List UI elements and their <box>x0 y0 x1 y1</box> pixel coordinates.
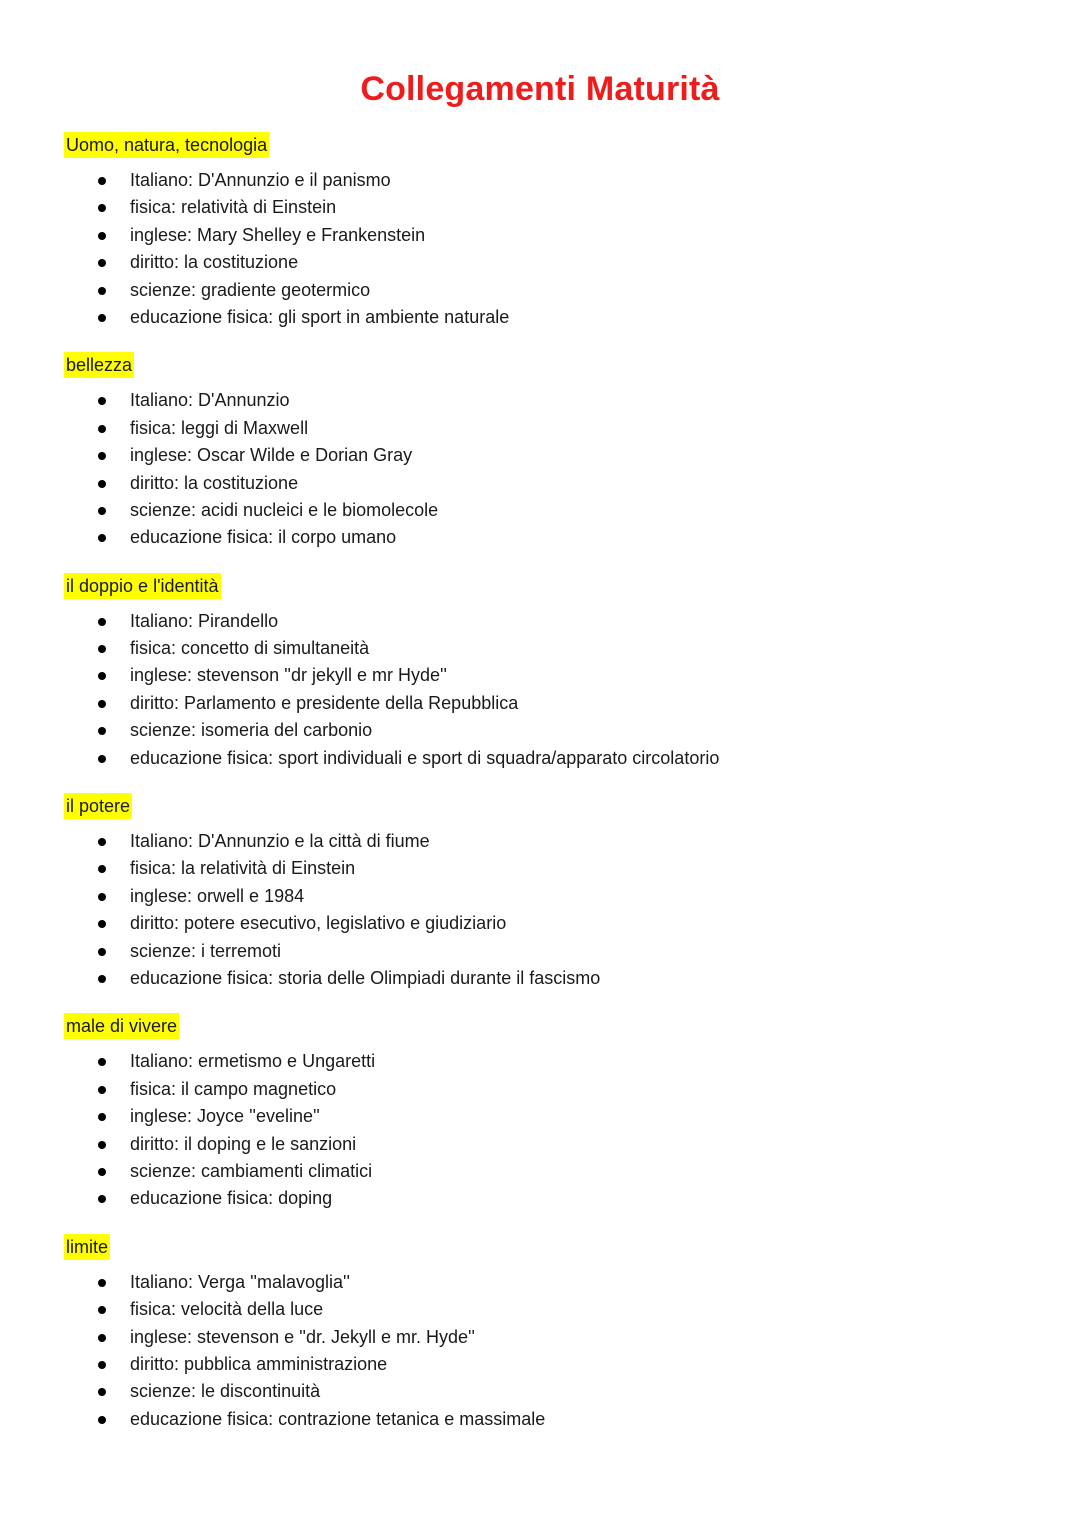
bullet-icon <box>98 975 106 983</box>
bullet-icon <box>98 1195 106 1203</box>
bullet-icon <box>98 865 106 873</box>
list-item-text: fisica: leggi di Maxwell <box>130 417 309 438</box>
bullet-icon <box>98 1306 106 1314</box>
list-item-text: fisica: la relatività di Einstein <box>130 858 356 879</box>
list-item-text: diritto: Parlamento e presidente della Repubblica <box>130 692 519 713</box>
list-item-text: educazione fisica: sport individuali e sport di squadra/apparato circolatorio <box>130 747 720 768</box>
list-item-text: educazione fisica: storia delle Olimpiadi durante il fascismo <box>130 967 601 988</box>
bullet-icon <box>98 920 106 928</box>
section-il-doppio-e-identita <box>64 573 1024 772</box>
bullet-icon <box>98 893 106 901</box>
bullet-icon <box>98 480 106 488</box>
list-item-text: inglese: stevenson ''dr jekyll e mr Hyde'' <box>130 665 447 686</box>
list-item-text: diritto: il doping e le sanzioni <box>130 1133 357 1154</box>
list-item <box>64 1158 1024 1185</box>
list-item <box>64 965 1024 992</box>
bullet-icon <box>98 1113 106 1121</box>
list-item-text: scienze: le discontinuità <box>130 1381 321 1402</box>
list-item-text: Italiano: Verga ''malavoglia'' <box>130 1271 350 1292</box>
bullet-icon <box>98 397 106 405</box>
bullet-icon <box>98 645 106 653</box>
list-item-text: diritto: potere esecutivo, legislativo e giudiziario <box>130 913 507 934</box>
bullet-icon <box>98 425 106 433</box>
bullet-icon <box>98 1279 106 1287</box>
list-item <box>64 167 1024 194</box>
bullet-icon <box>98 314 106 322</box>
list-item <box>64 1406 1024 1433</box>
section-list <box>64 1048 1024 1212</box>
section-list <box>64 828 1024 992</box>
list-item <box>64 524 1024 551</box>
list-item <box>64 662 1024 689</box>
list-item-text: fisica: relatività di Einstein <box>130 197 337 218</box>
list-item <box>64 1048 1024 1075</box>
list-item <box>64 938 1024 965</box>
section-heading: bellezza <box>64 352 134 378</box>
bullet-icon <box>98 1416 106 1424</box>
section-list <box>64 608 1024 772</box>
list-item-text: inglese: Mary Shelley e Frankenstein <box>130 224 426 245</box>
list-item-text: educazione fisica: doping <box>130 1188 333 1209</box>
list-item-text: fisica: il campo magnetico <box>130 1078 337 1099</box>
list-item <box>64 1351 1024 1378</box>
bullet-icon <box>98 204 106 212</box>
list-item <box>64 194 1024 221</box>
list-item <box>64 415 1024 442</box>
section-male-di-vivere <box>64 1013 1024 1212</box>
list-item <box>64 1103 1024 1130</box>
list-item-text: fisica: concetto di simultaneità <box>130 638 370 659</box>
bullet-icon <box>98 1141 106 1149</box>
list-item-text: Italiano: Pirandello <box>130 610 279 631</box>
list-item-text: scienze: acidi nucleici e le biomolecole <box>130 499 439 520</box>
list-item <box>64 222 1024 249</box>
section-list <box>64 167 1024 331</box>
list-item <box>64 883 1024 910</box>
list-item-text: scienze: gradiente geotermico <box>130 279 371 300</box>
section-bellezza <box>64 352 1024 551</box>
bullet-icon <box>98 259 106 267</box>
list-item-text: inglese: orwell e 1984 <box>130 885 305 906</box>
list-item-text: Italiano: ermetismo e Ungaretti <box>130 1051 376 1072</box>
list-item-text: scienze: cambiamenti climatici <box>130 1160 373 1181</box>
list-item <box>64 249 1024 276</box>
list-item-text: Italiano: D'Annunzio e il panismo <box>130 170 391 190</box>
section-heading: il doppio e l'identità <box>64 573 221 599</box>
list-item <box>64 745 1024 772</box>
list-item-text: inglese: Oscar Wilde e Dorian Gray <box>130 445 413 466</box>
list-item-text: inglese: stevenson e ''dr. Jekyll e mr. Hyde'' <box>130 1326 475 1347</box>
list-item <box>64 1076 1024 1103</box>
bullet-icon <box>98 287 106 295</box>
section-limite <box>64 1234 1024 1433</box>
list-item-text: diritto: pubblica amministrazione <box>130 1353 388 1374</box>
list-item <box>64 717 1024 744</box>
list-item-text: fisica: velocità della luce <box>130 1299 324 1320</box>
list-item <box>64 1269 1024 1296</box>
list-item <box>64 855 1024 882</box>
section-heading: male di vivere <box>64 1013 179 1039</box>
bullet-icon <box>98 177 106 185</box>
bullet-icon <box>98 452 106 460</box>
page-title: Collegamenti Maturità <box>360 70 720 108</box>
list-item-text: educazione fisica: contrazione tetanica e massimale <box>130 1408 546 1429</box>
bullet-icon <box>98 700 106 708</box>
list-item <box>64 304 1024 331</box>
list-item-text: inglese: Joyce ''eveline'' <box>130 1106 320 1127</box>
list-item <box>64 1296 1024 1323</box>
section-list <box>64 1269 1024 1433</box>
section-heading: limite <box>64 1234 110 1260</box>
list-item <box>64 1324 1024 1351</box>
list-item-text: Italiano: D'Annunzio e la città di fiume <box>130 831 430 852</box>
bullet-icon <box>98 838 106 846</box>
bullet-icon <box>98 507 106 515</box>
sections-container <box>64 132 1024 1454</box>
list-item <box>64 1131 1024 1158</box>
section-heading: Uomo, natura, tecnologia <box>64 132 269 158</box>
bullet-icon <box>98 948 106 956</box>
list-item <box>64 442 1024 469</box>
list-item <box>64 470 1024 497</box>
bullet-icon <box>98 534 106 542</box>
list-item <box>64 828 1024 855</box>
bullet-icon <box>98 727 106 735</box>
bullet-icon <box>98 1086 106 1094</box>
bullet-icon <box>98 1361 106 1369</box>
section-uomo-natura-tecnologia <box>64 132 1024 331</box>
bullet-icon <box>98 1168 106 1176</box>
section-heading: il potere <box>64 793 132 819</box>
bullet-icon <box>98 1058 106 1066</box>
list-item-text: Italiano: D'Annunzio <box>130 390 290 411</box>
list-item-text: scienze: isomeria del carbonio <box>130 720 373 741</box>
section-il-potere <box>64 793 1024 992</box>
bullet-icon <box>98 232 106 240</box>
bullet-icon <box>98 1334 106 1342</box>
bullet-icon <box>98 1388 106 1396</box>
list-item-text: diritto: la costituzione <box>130 252 299 273</box>
list-item <box>64 387 1024 414</box>
list-item <box>64 690 1024 717</box>
list-item-text: diritto: la costituzione <box>130 472 299 493</box>
bullet-icon <box>98 672 106 680</box>
list-item <box>64 635 1024 662</box>
bullet-icon <box>98 755 106 763</box>
list-item <box>64 497 1024 524</box>
list-item-text: educazione fisica: gli sport in ambiente naturale <box>130 306 510 327</box>
list-item <box>64 1185 1024 1212</box>
section-list <box>64 387 1024 551</box>
bullet-icon <box>98 618 106 626</box>
list-item-text: scienze: i terremoti <box>130 940 282 961</box>
list-item <box>64 1378 1024 1405</box>
list-item <box>64 910 1024 937</box>
list-item-text: educazione fisica: il corpo umano <box>130 527 397 548</box>
list-item <box>64 277 1024 304</box>
list-item <box>64 608 1024 635</box>
